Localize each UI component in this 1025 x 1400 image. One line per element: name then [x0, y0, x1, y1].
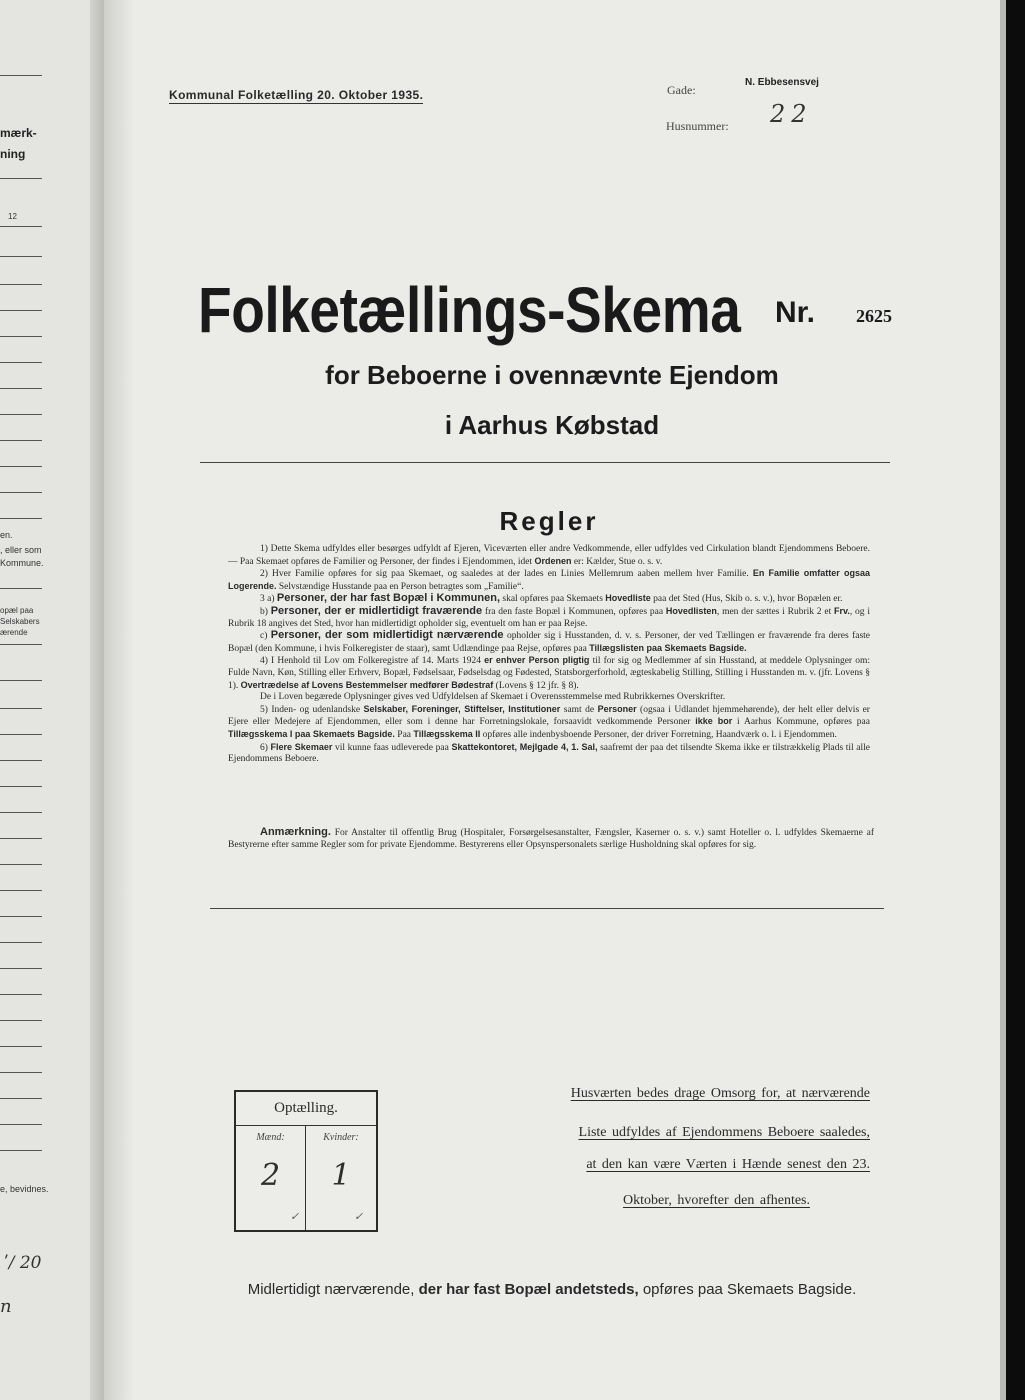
ruled-line [0, 178, 42, 179]
ruled-line [0, 838, 42, 839]
ruled-line [0, 440, 42, 441]
ruled-line [0, 812, 42, 813]
men-count: 2 [260, 1158, 281, 1193]
ruled-line [0, 284, 42, 285]
rule-3c: c) Personer, der som midlertidigt nærværende opholder sig i Husstanden, d. v. s. Personer, der ved Tællingen er fraværende fra deres faste Bopæl (den Kommune, i hvis Folkeregister de staar), samt Udlændinge paa Rejse, opføres paa Tillægslisten paa Skemaets Bagside. [228, 629, 870, 654]
house-number-label: Husnummer: [666, 119, 729, 133]
ruled-line [0, 994, 42, 995]
remark-text: For Anstalter til offentlig Brug (Hospitaler, Forsørgelsesanstalter, Fængsler, Kaserner o. s. v.) samt Hoteller o. l. udfyldes Skemaerne af Bestyrerne efter samme Regler som for private Ejendomme. Bestyrerens eller Opsynspersonalets særlige Husholdning skal opføres for sig. [228, 828, 874, 850]
ruled-line [0, 734, 42, 735]
divider-top [200, 462, 890, 463]
ruled-line [0, 760, 42, 761]
footer-note: Midlertidigt nærværende, der har fast Bopæl andetsteds, opføres paa Skemaets Bagside. [247, 1281, 857, 1298]
women-label: Kvinder: [323, 1132, 359, 1143]
left-fragment: , eller som [0, 545, 42, 555]
rule-3b: b) Personer, der er midlertidigt fraværende fra den faste Bopæl i Kommunen, opføres paa Hovedlisten, men der sættes i Rubrik 2 et Frv., og i Rubrik 18 angives det Sted, hvor han midlertidigt opholder sig, eventuelt om han er paa Rejse. [228, 604, 870, 629]
form-subtitle: for Beboerne i ovennævnte Ejendom [325, 360, 779, 390]
page-curl-shadow [104, 0, 134, 1400]
rules-heading: Regler [499, 506, 599, 536]
ruled-line [0, 968, 42, 969]
rule-6: 6) Flere Skemaer vil kunne faas udleverede paa Skattekontoret, Mejlgade 4, 1. Sal, saafremt der paa det tilsendte Skema ikke er tilstrækkelig Plads til alle Ejendommens Beboere. [228, 741, 871, 765]
men-check-mark: ✓ [290, 1211, 300, 1223]
left-handwriting: ʹ/ 20 [4, 1253, 42, 1273]
men-label: Mænd: [256, 1132, 285, 1143]
ruled-line [0, 890, 42, 891]
rule-3a: 3 a) Personer, der har fast Bopæl i Kommunen, skal opføres paa Skemaets Hovedliste paa det Sted (Hus, Skib o. s. v.), hvor Bopælen er. [260, 592, 843, 605]
page-stack-edge [1000, 0, 1006, 1400]
ruled-line [0, 1072, 42, 1073]
remark [228, 826, 874, 851]
rule-1: 1) Dette Skema udfyldes eller besørges udfyldt af Ejeren, Viceværten eller andre Vedkommende, eller udfyldes ved Cirkulation blandt Ejendommens Beboere. — Paa Skemaet opføres de Familier og Personer, der findes i Ejendommen, idet Ordenen er: Kælder, Stue o. s. v. [228, 544, 870, 567]
ruled-line [0, 708, 42, 709]
ruled-line [0, 492, 42, 493]
form-title: Folketællings-Skema [198, 274, 741, 346]
ruled-line [0, 518, 42, 519]
ruled-line [0, 414, 42, 415]
left-fragment: mærk- [0, 126, 37, 140]
ruled-line [0, 588, 42, 589]
landlord-note-line: Oktober, hvorefter den afhentes. [623, 1193, 810, 1208]
ruled-line [0, 1124, 42, 1125]
left-fragment: en. [0, 530, 13, 540]
left-handwriting: n [0, 1296, 12, 1317]
rule-2: 2) Hver Familie opføres for sig paa Skemaet, og saaledes at der lades en Linies Mellemrum aaben mellem hver Familie. En Familie omfatter ogsaa Logerende. Selvstændige Husstande paa en Person betragtes som „Familie“. [228, 568, 870, 592]
form-number-label: Nr. [775, 296, 816, 329]
ruled-line [0, 786, 42, 787]
ruled-line [0, 680, 42, 681]
ruled-line [0, 362, 42, 363]
left-fragment: e, bevidnes. [0, 1184, 49, 1194]
landlord-note-line: Liste udfyldes af Ejendommens Beboere saaledes, [578, 1125, 870, 1140]
left-fragment: Kommune. [0, 558, 44, 568]
left-fragment: opæl paa [0, 606, 34, 615]
bleed-through-shadow [614, 160, 994, 280]
remark-lead: Anmærkning. [260, 826, 331, 838]
divider-bottom [210, 908, 884, 909]
form-number: 2625 [856, 306, 892, 326]
women-count: 1 [331, 1158, 351, 1193]
ruled-line [0, 336, 42, 337]
landlord-note-line: Husværten bedes drage Omsorg for, at nærværende [570, 1086, 870, 1101]
women-check-mark: ✓ [354, 1211, 364, 1223]
left-fragment: ærende [0, 628, 28, 637]
ruled-line [0, 388, 42, 389]
count-box [234, 1090, 378, 1232]
ruled-line [0, 916, 42, 917]
ruled-line [0, 75, 42, 76]
page-gutter [90, 0, 104, 1400]
street-label: Gade: [667, 83, 696, 97]
ruled-line [0, 644, 42, 645]
census-title: Kommunal Folketælling 20. Oktober 1935. [169, 88, 424, 102]
left-fragment: Selskabers [0, 617, 40, 626]
ruled-line [0, 1098, 42, 1099]
count-title: Optælling. [274, 1100, 338, 1116]
house-number-value: 22 [770, 100, 813, 128]
previous-page-edge [0, 0, 104, 1400]
ruled-line [0, 466, 42, 467]
rules-text [228, 544, 870, 766]
ruled-line [0, 310, 42, 311]
rule-4: 4) I Henhold til Lov om Folkeregistre af 14. Marts 1924 er enhver Person pligtig til for sig og Medlemmer af sin Husstand, at meddele Oplysninger om: Fulde Navn, Køn, Stilling eller Erhverv, Bopæl, Fødselsaar, Fødselsdag og Fødested, Statsborgerforhold, ægteskabelig Stilling, Stilling i Husstanden m. v. (jfr. Lovens § 1). Overtrædelse af Lovens Bestemmelser medfører Bødestraf (Lovens § 12 jfr. § 8). [228, 655, 870, 691]
left-fragment: ning [0, 147, 26, 161]
ruled-line [0, 1020, 42, 1021]
ruled-line [0, 864, 42, 865]
count-divider [236, 1125, 376, 1126]
census-form-page [104, 0, 1000, 1400]
rule-4-note: De i Loven begærede Oplysninger gives ved Udfyldelsen af Skemaet i Overensstemmelse med Rubrikkernes Overskrifter. [260, 692, 726, 703]
ruled-line [0, 1046, 42, 1047]
form-location: i Aarhus Købstad [444, 410, 660, 440]
street-value: N. Ebbesensvej [745, 77, 819, 88]
ruled-line [0, 226, 42, 227]
ruled-line [0, 1150, 42, 1151]
ruled-line [0, 256, 42, 257]
rule-5: 5) Inden- og udenlandske Selskaber, Foreninger, Stiftelser, Institutioner samt de Personer (ogsaa i Udlandet hjemmehørende), der helt eller delvis er Ejere eller Medejere af Ejendommen, eller som i denne har Forretningslokale, forsaavidt vedkommende Personer ikke bor i Aarhus Kommune, opføres paa Tillægsskema I paa Skemaets Bagside. Paa Tillægsskema II opføres alle indenbysboende Personer, der driver Forretning, Haandværk o. l. i Ejendommen. [228, 703, 870, 740]
left-fragment: 12 [8, 212, 17, 221]
landlord-note-line: at den kan være Værten i Hænde senest den 23. [586, 1157, 870, 1172]
ruled-line [0, 942, 42, 943]
